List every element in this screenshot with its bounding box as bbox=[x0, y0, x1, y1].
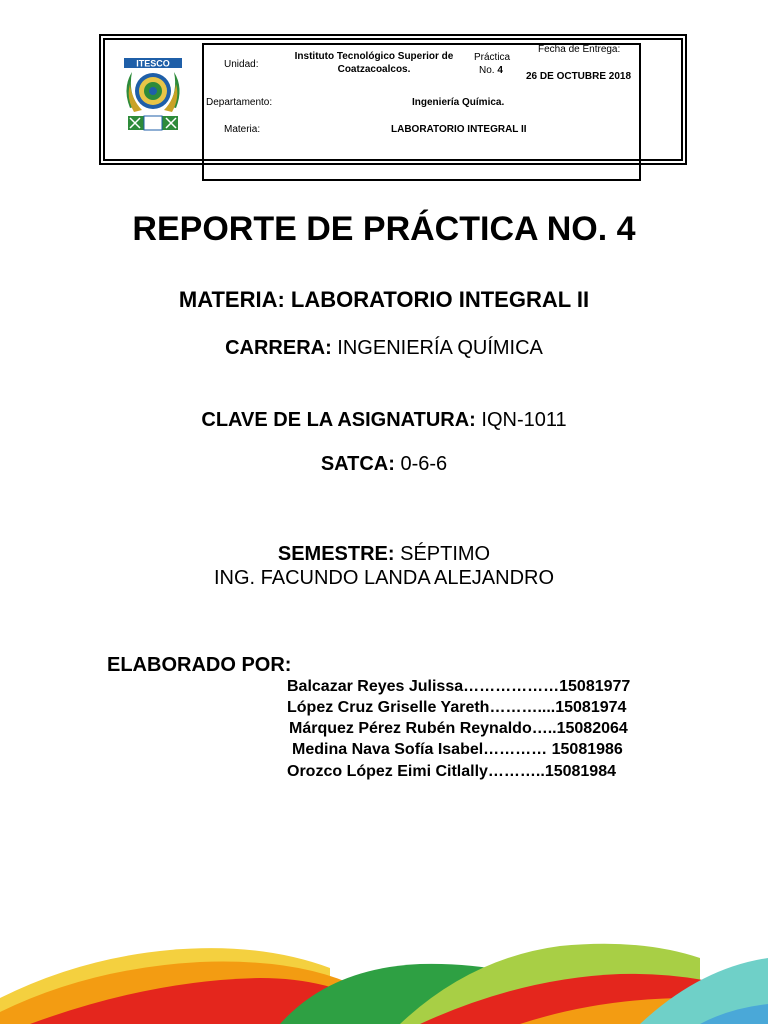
institution-name-line1: Instituto Tecnológico Superior de bbox=[294, 51, 454, 62]
fecha-label: Fecha de Entrega: bbox=[538, 44, 621, 55]
clave-line bbox=[0, 408, 768, 432]
materia-value: LABORATORIO INTEGRAL II bbox=[391, 124, 527, 135]
team-member: Márquez Pérez Rubén Reynaldo…..15082064 bbox=[289, 720, 628, 737]
materia-heading: MATERIA: LABORATORIO INTEGRAL II bbox=[178, 287, 590, 312]
carrera-label: CARRERA: bbox=[225, 337, 332, 359]
teacher-name: ING. FACUNDO LANDA ALEJANDRO bbox=[213, 567, 555, 589]
report-title: REPORTE DE PRÁCTICA NO. 4 bbox=[132, 210, 636, 248]
clave-label: CLAVE DE LA ASIGNATURA: bbox=[201, 409, 476, 431]
clave-value: IQN-1011 bbox=[475, 409, 567, 431]
satca-label: SATCA: bbox=[320, 453, 395, 475]
practica-no-value: 4 bbox=[497, 65, 503, 76]
practica-label: Práctica bbox=[474, 52, 511, 63]
semestre-value: SÉPTIMO bbox=[394, 543, 491, 565]
footer-wave-decoration bbox=[0, 928, 768, 1024]
team-member: López Cruz Griselle Yareth………....15081974 bbox=[287, 699, 627, 716]
itesco-logo-icon bbox=[118, 58, 188, 134]
departamento-value: Ingeniería Química. bbox=[412, 97, 505, 108]
team-member: Balcazar Reyes Julissa………………15081977 bbox=[287, 678, 631, 695]
practica-no-label: No. bbox=[479, 65, 495, 76]
semestre-line bbox=[0, 542, 768, 566]
satca-line bbox=[0, 452, 768, 476]
carrera-line bbox=[0, 336, 768, 360]
fecha-value: 26 DE OCTUBRE 2018 bbox=[526, 71, 632, 82]
unidad-label: Unidad: bbox=[224, 59, 259, 70]
materia-label: Materia: bbox=[224, 124, 261, 135]
logo-text: ITESCO bbox=[136, 58, 170, 69]
semestre-label: SEMESTRE: bbox=[277, 543, 395, 565]
institution-name-line2: Coatzacoalcos. bbox=[337, 64, 411, 75]
departamento-label: Departamento: bbox=[206, 97, 273, 108]
practica-number bbox=[479, 65, 503, 77]
elaborado-por-label: ELABORADO POR: bbox=[107, 654, 292, 676]
satca-value: 0-6-6 bbox=[394, 453, 448, 475]
team-member: Orozco López Eimi Citlally………..15081984 bbox=[287, 763, 616, 780]
team-member: Medina Nava Sofía Isabel………… 15081986 bbox=[292, 741, 623, 758]
carrera-value: INGENIERÍA QUÍMICA bbox=[331, 337, 543, 359]
